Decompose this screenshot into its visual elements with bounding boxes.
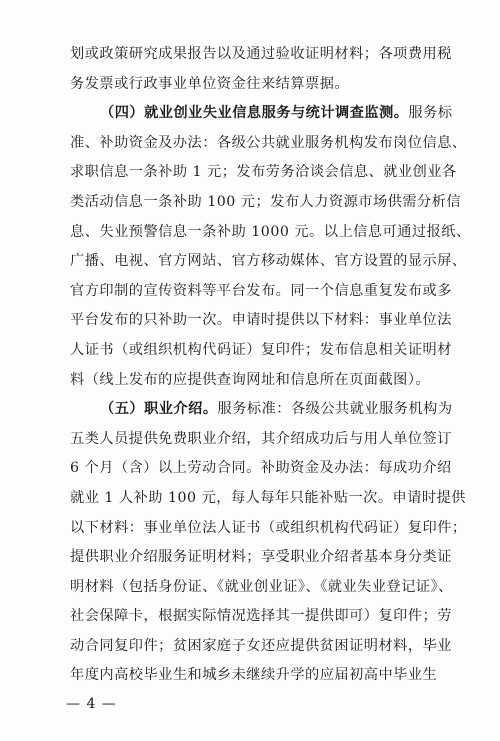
body-text (70, 40, 471, 691)
line-text: 社会保障卡，根据实际情况选择其一提供即可）复印件；劳 (70, 608, 452, 625)
line-text: 务发票或行政事业单位资金往来结算票据。 (70, 75, 350, 92)
line-text: 明材料（包括身份证、《就业创业证》、《就业失业登记证》、 (70, 578, 453, 595)
line-text: 求职信息一条补助 1 元；发布劳务洽谈会信息、就业创业各 (70, 164, 457, 181)
text-line (70, 454, 450, 484)
text-line (70, 158, 457, 188)
line-text: 就业 1 人补助 100 元，每人每年只能补贴一次。申请时提供 (70, 489, 466, 506)
text-line (70, 306, 450, 336)
line-text: 以下材料：事业单位法人证书（或组织机构代码证）复印件； (70, 519, 467, 536)
section-heading: （四）就业创业失业信息服务与统计调查监测。 (100, 105, 409, 122)
line-text: 划或政策研究成果报告以及通过验收证明材料；各项费用税 (70, 46, 452, 62)
line-text: 服务标 (408, 105, 453, 122)
line-text: 官方印制的宣传资料等平台发布。同一个信息重复发布或多 (70, 282, 452, 299)
text-line (70, 129, 467, 159)
text-line (70, 484, 466, 514)
line-text: 6 个月（含）以上劳动合同。补助资金及办法：每成功介绍 (70, 460, 452, 477)
text-line (70, 70, 450, 100)
line-text: 年度内高校毕业生和城乡未继续升学的应届初高中毕业生 (70, 667, 438, 684)
text-line (70, 218, 471, 248)
line-text: 五类人员提供免费职业介绍，其介绍成功后与用人单位签订 (70, 430, 452, 447)
text-line (70, 425, 450, 455)
text-line (70, 632, 450, 662)
line-text: 料（线上发布的应提供查询网址和信息所在页面截图）。 (70, 371, 431, 388)
text-line (70, 602, 450, 632)
line-text: 息、失业预警信息一条补助 1000 元。以上信息可通过报纸、 (70, 223, 471, 240)
text-line (70, 573, 453, 603)
line-text: 平台发布的只补助一次。申请时提供以下材料：事业单位法 (70, 312, 452, 329)
text-line (70, 277, 450, 307)
line-text: 人证书（或组织机构代码证）复印件；发布信息相关证明材 (70, 341, 452, 358)
section-heading: （五）职业介绍。 (100, 401, 218, 418)
line-text: 类活动信息一条补助 100 元；发布人力资源市场供需分析信 (70, 193, 462, 210)
text-line (70, 188, 462, 218)
line-text: 动合同复印件；贫困家庭子女还应提供贫困证明材料，毕业 (70, 637, 452, 654)
text-line (70, 514, 467, 544)
text-line (70, 40, 450, 70)
text-line (70, 366, 450, 396)
text-line (70, 395, 453, 425)
text-line (70, 99, 453, 129)
line-text: 提供职业介绍服务证明材料；享受职业介绍者基本身分类证 (70, 549, 452, 566)
line-text: 广播、电视、官方网站、官方移动媒体、官方设置的显示屏、 (70, 253, 467, 270)
line-text: 准、补助资金及办法：各级公共就业服务机构发布岗位信息、 (70, 134, 467, 151)
text-line (70, 543, 450, 573)
page-number: — 4 — (66, 696, 117, 712)
text-line (70, 336, 450, 366)
text-line (70, 247, 467, 277)
line-text: 服务标准：各级公共就业服务机构为 (217, 401, 453, 418)
text-line (70, 661, 450, 691)
